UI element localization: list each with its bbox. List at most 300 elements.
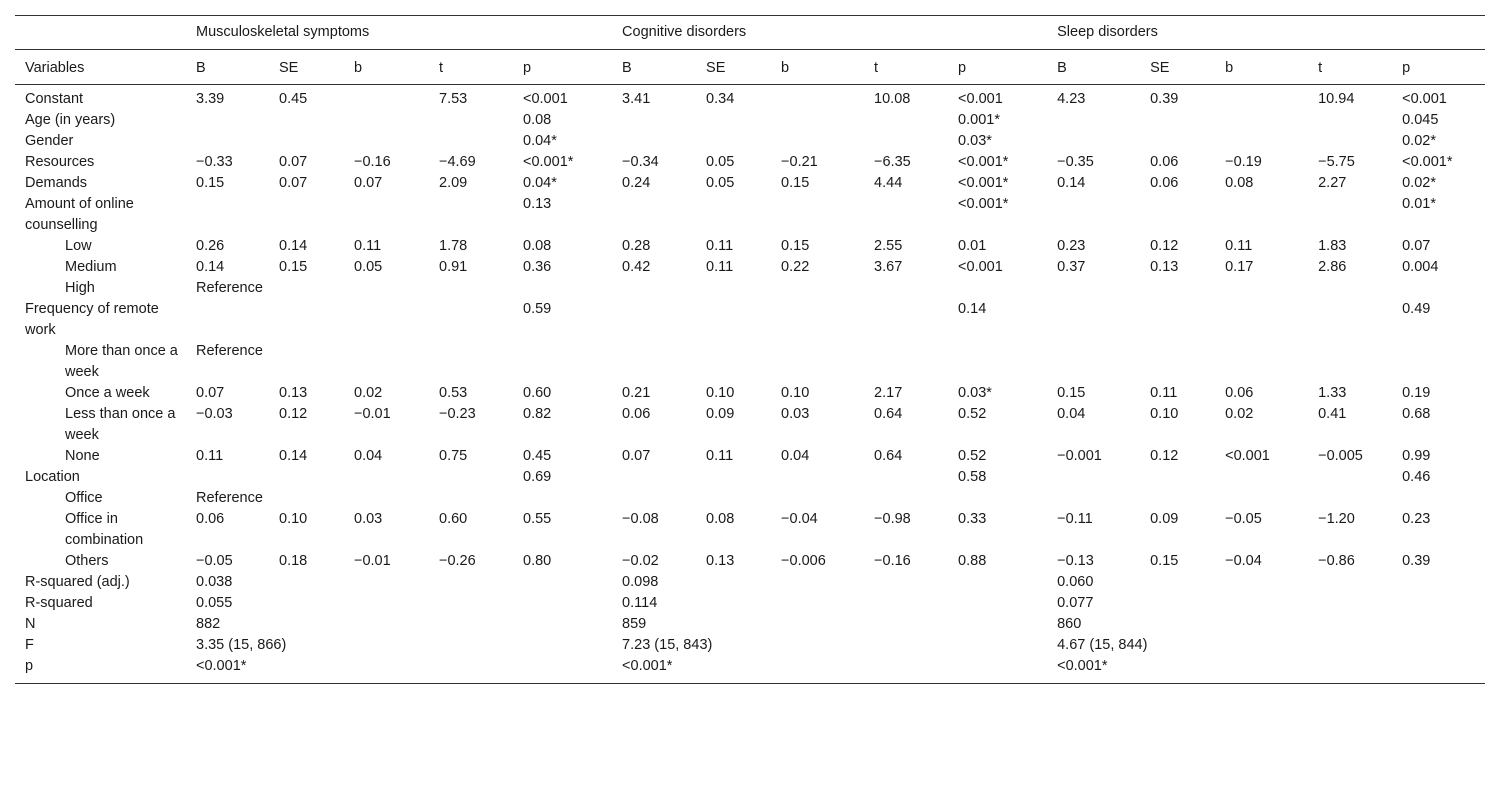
- table-cell: 0.80: [523, 553, 552, 569]
- summary-label: R-squared (adj.): [25, 574, 130, 590]
- table-cell: [864, 341, 948, 383]
- table-cell: [429, 488, 513, 509]
- table-cell: <0.001: [1225, 448, 1270, 464]
- table-row: [15, 110, 1485, 131]
- summary-value: <0.001*: [1047, 656, 1485, 684]
- table-row: [15, 551, 1485, 572]
- table-cell: [1392, 341, 1485, 383]
- table-cell: 0.02: [354, 385, 383, 401]
- table-cell: [612, 131, 696, 152]
- table-cell: <0.001: [958, 259, 1003, 275]
- table-cell: 0.02: [1225, 406, 1254, 422]
- table-cell: 0.75: [439, 448, 468, 464]
- table-cell: 0.53: [439, 385, 468, 401]
- table-row: [15, 194, 1485, 236]
- table-cell: [1215, 131, 1308, 152]
- table-cell: 0.14: [1057, 175, 1086, 191]
- table-cell: [1308, 110, 1392, 131]
- row-label: Age (in years): [25, 112, 116, 128]
- table-cell: [696, 488, 771, 509]
- table-cell: [344, 278, 429, 299]
- table-cell: 0.69: [523, 469, 552, 485]
- table-cell: [1308, 131, 1392, 152]
- summary-value: 860: [1057, 616, 1082, 632]
- table-cell: −0.16: [354, 154, 391, 170]
- table-cell: 0.08: [523, 238, 552, 254]
- summary-row: [15, 635, 1485, 656]
- table-cell: [864, 278, 948, 299]
- row-label: Demands: [25, 175, 88, 191]
- table-cell: 0.04: [354, 448, 383, 464]
- table-cell: 0.06: [1150, 154, 1179, 170]
- table-row: [15, 278, 1485, 299]
- table-cell: 0.04*: [523, 133, 557, 149]
- column-header-cell: t: [429, 50, 513, 85]
- table-cell: [1140, 341, 1215, 383]
- table-cell: −0.13: [1057, 553, 1094, 569]
- summary-value: 0.077: [1057, 595, 1094, 611]
- table-cell: [1047, 299, 1140, 341]
- table-cell: 2.27: [1318, 175, 1347, 191]
- table-cell: 0.39: [1150, 91, 1179, 107]
- table-cell: [344, 488, 429, 509]
- table-cell: [186, 194, 269, 236]
- row-label: Resources: [25, 154, 95, 170]
- table-cell: [948, 488, 1047, 509]
- summary-value: <0.001*: [186, 656, 612, 684]
- table-cell: 0.41: [1318, 406, 1347, 422]
- table-cell: [344, 131, 429, 152]
- table-row: [15, 131, 1485, 152]
- table-cell: [1392, 278, 1485, 299]
- table-cell: 0.15: [279, 259, 308, 275]
- table-cell: <0.001: [523, 91, 568, 107]
- table-cell: [696, 278, 771, 299]
- table-cell: −4.69: [439, 154, 476, 170]
- summary-label: p: [15, 656, 186, 684]
- table-cell: −0.03: [196, 406, 233, 422]
- column-header-cell: p: [513, 50, 612, 85]
- table-cell: 0.10: [279, 511, 308, 527]
- table-cell: 0.01: [958, 238, 987, 254]
- table-cell: 0.12: [1150, 238, 1179, 254]
- summary-row: [15, 656, 1485, 684]
- table-cell: [1392, 488, 1485, 509]
- column-header-cell: SE: [269, 50, 344, 85]
- table-cell: [1308, 341, 1392, 383]
- row-label: Others: [65, 553, 109, 569]
- table-cell: [1047, 194, 1140, 236]
- table-cell: [771, 299, 864, 341]
- table-cell: 2.17: [874, 385, 903, 401]
- table-cell: [344, 341, 429, 383]
- table-cell: [1047, 341, 1140, 383]
- table-cell: [771, 488, 864, 509]
- row-label: High: [65, 280, 95, 296]
- table-cell: <0.001: [1402, 91, 1447, 107]
- table-cell: 0.06: [1150, 175, 1179, 191]
- group-header-row: [15, 16, 1485, 50]
- column-header-cell: p: [948, 50, 1047, 85]
- table-cell: [269, 341, 344, 383]
- table-cell: 0.10: [781, 385, 810, 401]
- table-cell: 0.13: [1150, 259, 1179, 275]
- table-cell: 0.45: [523, 448, 552, 464]
- table-row: [15, 173, 1485, 194]
- group-header-cell: Musculoskeletal symptoms: [186, 16, 612, 50]
- table-cell: [771, 278, 864, 299]
- row-label: Location: [25, 469, 80, 485]
- table-cell: [269, 488, 344, 509]
- table-cell: <0.001*: [523, 154, 574, 170]
- table-cell: [269, 110, 344, 131]
- row-label: Once a week: [65, 385, 150, 401]
- table-cell: 0.09: [706, 406, 735, 422]
- table-cell: [429, 110, 513, 131]
- row-label: Constant: [25, 91, 84, 107]
- table-cell: [948, 341, 1047, 383]
- table-cell: 0.82: [523, 406, 552, 422]
- table-cell: 0.14: [196, 259, 225, 275]
- table-cell: [269, 299, 344, 341]
- table-body: [15, 16, 1485, 684]
- table-cell: −0.08: [622, 511, 659, 527]
- table-cell: 3.39: [196, 91, 225, 107]
- table-cell: −0.05: [1225, 511, 1262, 527]
- table-cell: [1215, 341, 1308, 383]
- group-header-cell: Sleep disorders: [1047, 16, 1485, 50]
- table-cell: [612, 194, 696, 236]
- table-cell: 0.08: [1225, 175, 1254, 191]
- table-cell: −0.98: [874, 511, 911, 527]
- table-cell: 0.46: [1402, 469, 1431, 485]
- table-cell: 1.78: [439, 238, 468, 254]
- table-cell: 0.11: [196, 448, 224, 464]
- table-cell: 0.15: [781, 238, 810, 254]
- table-cell: 0.36: [523, 259, 552, 275]
- table-cell: 0.11: [706, 448, 734, 464]
- table-cell: [1140, 467, 1215, 488]
- table-cell: 2.09: [439, 175, 468, 191]
- table-cell: 0.03*: [958, 133, 992, 149]
- summary-value: 0.055: [196, 595, 233, 611]
- table-cell: [429, 278, 513, 299]
- table-cell: 2.55: [874, 238, 903, 254]
- table-cell: 3.41: [622, 91, 651, 107]
- table-cell: 0.33: [958, 511, 987, 527]
- table-cell: 0.09: [1150, 511, 1179, 527]
- summary-label: R-squared: [25, 595, 93, 611]
- table-cell: 0.18: [279, 553, 308, 569]
- table-cell: [344, 299, 429, 341]
- table-cell: [1308, 488, 1392, 509]
- table-cell: [1140, 299, 1215, 341]
- table-cell: <0.001*: [958, 196, 1009, 212]
- table-row: [15, 236, 1485, 257]
- table-cell: 0.11: [1225, 238, 1253, 254]
- table-cell: [269, 467, 344, 488]
- table-cell: [771, 110, 864, 131]
- table-row: [15, 341, 1485, 383]
- table-cell: [1047, 488, 1140, 509]
- table-cell: 0.06: [1225, 385, 1254, 401]
- table-cell: 2.86: [1318, 259, 1347, 275]
- table-cell: 0.60: [523, 385, 552, 401]
- row-label: Frequency of remote work: [25, 301, 159, 338]
- group-header-spacer: [15, 16, 186, 50]
- table-cell: <0.001*: [958, 175, 1009, 191]
- table-cell: <0.001*: [958, 154, 1009, 170]
- table-cell: [1047, 278, 1140, 299]
- table-cell: 0.02*: [1402, 175, 1436, 191]
- table-cell: −0.05: [196, 553, 233, 569]
- column-header-cell: b: [771, 50, 864, 85]
- summary-value: 7.23 (15, 843): [622, 637, 713, 653]
- table-cell: [771, 467, 864, 488]
- table-cell: [269, 278, 344, 299]
- table-cell: 0.10: [706, 385, 735, 401]
- table-cell: [186, 299, 269, 341]
- table-cell: 0.04*: [523, 175, 557, 191]
- table-cell: −1.20: [1318, 511, 1355, 527]
- table-cell: [696, 299, 771, 341]
- table-cell: 0.37: [1057, 259, 1086, 275]
- table-cell: 0.15: [1150, 553, 1179, 569]
- table-cell: [269, 194, 344, 236]
- table-cell: 10.08: [874, 91, 911, 107]
- table-cell: 0.11: [354, 238, 382, 254]
- table-cell: 0.26: [196, 238, 225, 254]
- table-cell: −6.35: [874, 154, 911, 170]
- summary-value: 4.67 (15, 844): [1057, 637, 1148, 653]
- column-header-cell: p: [1392, 50, 1485, 85]
- table-cell: 0.03: [354, 511, 383, 527]
- table-cell: −0.16: [874, 553, 911, 569]
- table-cell: [948, 278, 1047, 299]
- table-cell: 0.17: [1225, 259, 1254, 275]
- table-cell: 0.12: [1150, 448, 1179, 464]
- table-row: [15, 85, 1485, 111]
- column-header-cell: B: [612, 50, 696, 85]
- table-cell: 0.52: [958, 406, 987, 422]
- table-cell: [429, 131, 513, 152]
- table-cell: 0.45: [279, 91, 308, 107]
- table-cell: 0.07: [1402, 238, 1431, 254]
- table-cell: <0.001: [958, 91, 1003, 107]
- table-cell: 0.68: [1402, 406, 1431, 422]
- table-cell: 0.34: [706, 91, 735, 107]
- table-cell: [1215, 299, 1308, 341]
- table-cell: [1308, 278, 1392, 299]
- summary-value: 0.060: [1057, 574, 1094, 590]
- column-header-cell: b: [344, 50, 429, 85]
- table-cell: [696, 131, 771, 152]
- table-cell: 0.15: [196, 175, 225, 191]
- summary-row: [15, 572, 1485, 593]
- column-header-cell: B: [1047, 50, 1140, 85]
- table-cell: [612, 488, 696, 509]
- table-cell: −0.04: [781, 511, 818, 527]
- table-cell: 0.13: [279, 385, 308, 401]
- table-cell: [513, 341, 612, 383]
- table-cell: [696, 110, 771, 131]
- table-cell: 0.001*: [958, 112, 1000, 128]
- table-cell: [1308, 194, 1392, 236]
- table-cell: 0.01*: [1402, 196, 1436, 212]
- table-cell: 0.91: [439, 259, 468, 275]
- summary-value: 0.098: [622, 574, 659, 590]
- table-cell: −0.33: [196, 154, 233, 170]
- summary-value: 859: [622, 616, 647, 632]
- table-cell: 0.06: [622, 406, 651, 422]
- table-cell: [612, 278, 696, 299]
- table-cell: 0.08: [523, 112, 552, 128]
- table-cell: [186, 110, 269, 131]
- table-cell: 0.02*: [1402, 133, 1436, 149]
- column-header-cell: t: [864, 50, 948, 85]
- table-cell: 0.49: [1402, 301, 1431, 317]
- table-cell: 0.07: [622, 448, 651, 464]
- table-row: [15, 404, 1485, 446]
- table-cell: 0.05: [706, 175, 735, 191]
- table-cell: −5.75: [1318, 154, 1355, 170]
- table-cell: [344, 85, 429, 111]
- summary-label: F: [25, 637, 34, 653]
- table-cell: [696, 467, 771, 488]
- table-row: [15, 152, 1485, 173]
- table-cell: −0.34: [622, 154, 659, 170]
- table-cell: 0.07: [196, 385, 225, 401]
- table-cell: 0.55: [523, 511, 552, 527]
- table-cell: [864, 299, 948, 341]
- summary-value: 882: [196, 616, 221, 632]
- table-cell: 0.39: [1402, 553, 1431, 569]
- table-cell: [612, 110, 696, 131]
- table-cell: [186, 131, 269, 152]
- table-cell: <0.001*: [1402, 154, 1453, 170]
- table-cell: 0.04: [781, 448, 810, 464]
- table-cell: [1140, 488, 1215, 509]
- table-cell: [771, 131, 864, 152]
- table-cell: −0.21: [781, 154, 818, 170]
- table-cell: [344, 194, 429, 236]
- table-cell: −0.02: [622, 553, 659, 569]
- table-cell: 0.07: [279, 175, 308, 191]
- row-label: Gender: [25, 133, 74, 149]
- table-cell: 0.11: [706, 259, 734, 275]
- table-cell: 0.14: [958, 301, 987, 317]
- table-row: [15, 467, 1485, 488]
- table-cell: [1308, 299, 1392, 341]
- table-cell: 0.19: [1402, 385, 1431, 401]
- summary-row: [15, 614, 1485, 635]
- table-cell: [1140, 131, 1215, 152]
- table-row: [15, 257, 1485, 278]
- table-cell: 10.94: [1318, 91, 1355, 107]
- table-cell: [1140, 110, 1215, 131]
- summary-value: 0.038: [196, 574, 233, 590]
- table-cell: 0.22: [781, 259, 810, 275]
- row-label: Less than once a week: [65, 406, 176, 443]
- table-cell: 0.045: [1402, 112, 1439, 128]
- table-cell: 0.58: [958, 469, 987, 485]
- table-cell: [344, 110, 429, 131]
- table-cell: 0.10: [1150, 406, 1179, 422]
- table-cell: [1140, 278, 1215, 299]
- table-cell: 0.004: [1402, 259, 1439, 275]
- table-cell: 0.60: [439, 511, 468, 527]
- table-cell: [612, 299, 696, 341]
- table-cell: [864, 467, 948, 488]
- summary-value: <0.001*: [612, 656, 1047, 684]
- table-cell: 0.13: [523, 196, 552, 212]
- table-cell: 0.21: [622, 385, 651, 401]
- table-cell: [771, 341, 864, 383]
- table-row: [15, 299, 1485, 341]
- summary-label: N: [25, 616, 36, 632]
- table-cell: 0.03*: [958, 385, 992, 401]
- table-cell: [1215, 467, 1308, 488]
- table-cell: 0.23: [1057, 238, 1086, 254]
- table-cell: [864, 131, 948, 152]
- table-cell: 0.11: [706, 238, 734, 254]
- table-cell: [429, 194, 513, 236]
- table-cell: [1215, 488, 1308, 509]
- table-cell: −0.001: [1057, 448, 1102, 464]
- table-cell: 0.11: [1150, 385, 1178, 401]
- row-label: More than once a week: [65, 343, 178, 380]
- row-label: Low: [65, 238, 92, 254]
- row-label: None: [65, 448, 100, 464]
- table-cell: 0.42: [622, 259, 651, 275]
- table-cell: [186, 467, 269, 488]
- table-cell: [612, 341, 696, 383]
- table-cell: [1047, 131, 1140, 152]
- table-cell: [429, 299, 513, 341]
- table-cell: 0.07: [279, 154, 308, 170]
- table-cell: 0.28: [622, 238, 651, 254]
- column-header-cell: SE: [1140, 50, 1215, 85]
- table-cell: 7.53: [439, 91, 468, 107]
- table-cell: 0.15: [781, 175, 810, 191]
- table-cell: [429, 341, 513, 383]
- table-cell: Reference: [196, 280, 263, 296]
- table-cell: [1308, 467, 1392, 488]
- table-cell: [1047, 467, 1140, 488]
- summary-row: [15, 593, 1485, 614]
- column-header-row: [15, 50, 1485, 85]
- table-cell: 0.05: [354, 259, 383, 275]
- table-cell: [1215, 194, 1308, 236]
- summary-value: 0.114: [622, 595, 658, 611]
- table-cell: 0.14: [279, 238, 308, 254]
- table-cell: −0.005: [1318, 448, 1363, 464]
- table-cell: 3.67: [874, 259, 903, 275]
- summary-value: 3.35 (15, 866): [196, 637, 287, 653]
- regression-table: [15, 15, 1485, 684]
- table-cell: 0.14: [279, 448, 308, 464]
- table-cell: 0.08: [706, 511, 735, 527]
- table-cell: [1215, 110, 1308, 131]
- table-cell: Reference: [196, 343, 263, 359]
- table-cell: 0.04: [1057, 406, 1086, 422]
- table-cell: −0.11: [1057, 511, 1093, 527]
- table-cell: 1.33: [1318, 385, 1347, 401]
- table-cell: [269, 131, 344, 152]
- table-cell: −0.35: [1057, 154, 1094, 170]
- table-cell: [864, 488, 948, 509]
- table-row: [15, 488, 1485, 509]
